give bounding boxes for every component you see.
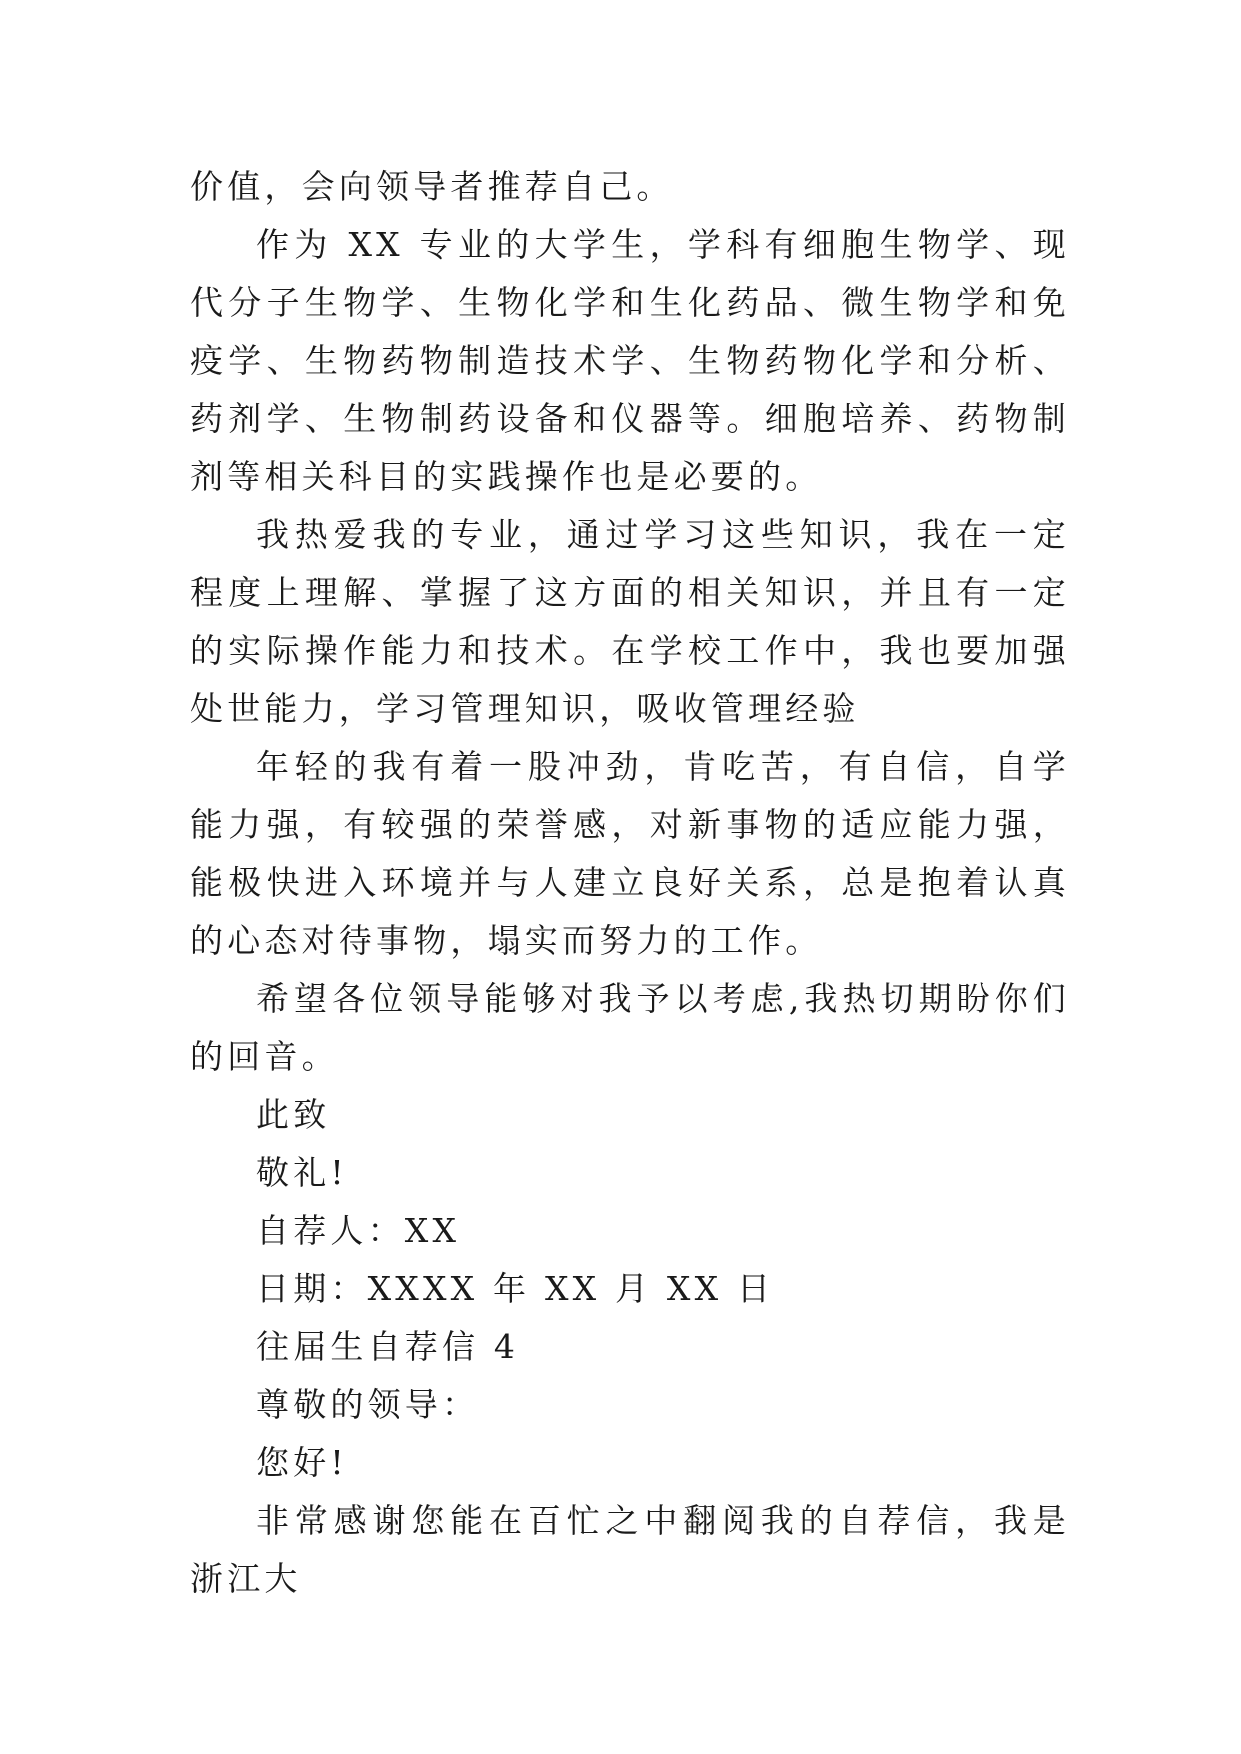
- next-letter-greeting: 尊敬的领导：: [256, 1385, 480, 1424]
- paragraph-character: 年轻的我有着一股冲劲，肯吃苦，有自信，自学能力强，有较强的荣誉感，对新事物的适应能力强，能极快进入环境并与人建立良好关系，总是抱着认真的心态对待事物，塌实而努力的工作。: [190, 747, 1070, 960]
- paragraph-continuation: 价值，会向领导者推荐自己。: [190, 167, 674, 206]
- closing-signer: 自荐人：XX: [256, 1211, 461, 1250]
- letter-body: [190, 158, 1070, 1608]
- next-letter-hello: 您好!: [256, 1443, 348, 1482]
- next-letter-opening: 非常感谢您能在百忙之中翻阅我的自荐信，我是浙江大: [190, 1501, 1070, 1598]
- closing-regards: 敬礼!: [256, 1153, 348, 1192]
- paragraph-passion: 我热爱我的专业，通过学习这些知识，我在一定程度上理解、掌握了这方面的相关知识，并且有一定的实际操作能力和技术。在学校工作中，我也要加强处世能力，学习管理知识，吸收管理经验: [190, 515, 1070, 728]
- paragraph-major: 作为 XX 专业的大学生，学科有细胞生物学、现代分子生物学、生物化学和生化药品、微生物学和免疫学、生物药物制造技术学、生物药物化学和分析、药剂学、生物制药设备和仪器等。细胞培养、药物制剂等相关科目的实践操作也是必要的。: [190, 225, 1070, 496]
- closing-salutation: 此致: [256, 1095, 331, 1134]
- paragraph-hope: 希望各位领导能够对我予以考虑,我热切期盼你们的回音。: [190, 979, 1070, 1076]
- closing-date: 日期：XXXX 年 XX 月 XX 日: [256, 1269, 775, 1308]
- next-letter-title: 往届生自荐信 4: [256, 1327, 520, 1366]
